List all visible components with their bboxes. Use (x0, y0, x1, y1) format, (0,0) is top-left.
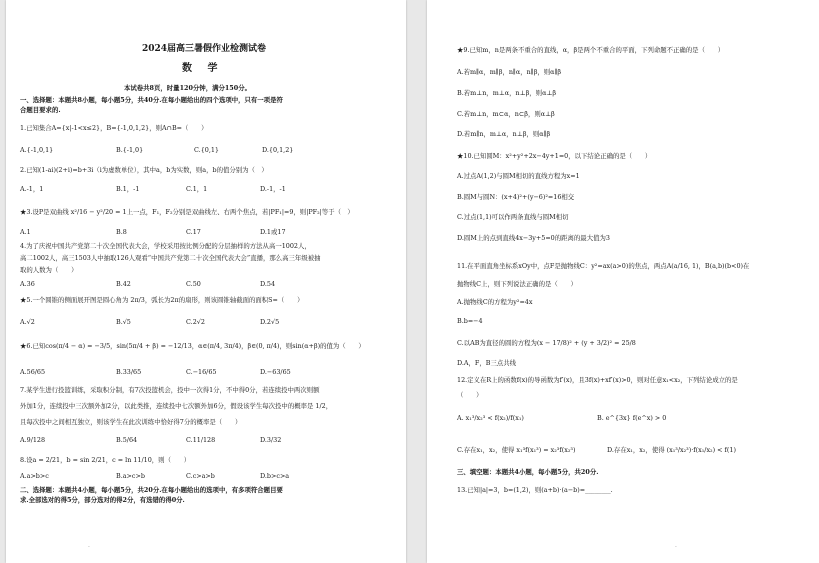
q6-option-b: B.33/65 (116, 368, 142, 376)
q1-option-c: C.{0,1} (194, 146, 219, 154)
q1-option-d: D.{0,1,2} (262, 146, 294, 154)
q2-option-a: A.-1，1 (20, 185, 44, 193)
q1-stem: 1.已知集合A={x|-1<x≤2}，B={-1,0,1,2}，则A∩B=（ ） (20, 124, 208, 132)
q11-option-c: C.以AB为直径的圆的方程为(x − 17/8)² + (y + 3/2)² = 25/8 (457, 339, 636, 347)
q7-stem-line2: 外加1分，连续投中三次额外加2分，以此类推，连续投中七次额外加6分，假设该学生每次投中的概率是 1/2， (20, 402, 333, 410)
q2-option-c: C.1，1 (186, 185, 208, 193)
q2-option-d: D.-1，-1 (260, 185, 286, 193)
exam-page-right (427, 0, 819, 563)
q11-stem-line2: 抛物线C上，则下列说法正确的是（ ） (457, 280, 577, 288)
q4-option-d: D.54 (260, 280, 276, 288)
q3-option-c: C.17 (186, 228, 201, 236)
q5-stem: ★5.一个圆锥的侧面展开图是圆心角为 2π/3，弧长为2π的扇形，则该圆锥轴截面的面积S=（ ） (20, 296, 304, 304)
q12-option-b: B. e^{3x} f(e^x) > 0 (597, 414, 667, 422)
q11-option-b: B.b=−4 (457, 317, 483, 325)
q4-option-b: B.42 (116, 280, 131, 288)
q8-option-c: C.c>a>b (186, 472, 215, 480)
q5-option-a: A.√2 (20, 318, 35, 326)
subject-title: 数 学 (182, 63, 224, 74)
q8-option-b: B.a>c>b (116, 472, 145, 480)
q4-option-a: A.36 (20, 280, 35, 288)
q9-option-a: A.若m∥α，m∥β，n∥α，n∥β，则α∥β (457, 68, 562, 76)
q10-option-d: D.圆M上的点到直线4x−3y+5=0的距离的最大值为3 (457, 234, 610, 242)
q6-option-c: C.−16/65 (186, 368, 217, 376)
q2-stem: 2.已知(1-ai)(2+i)=b+3i（i为虚数单位），其中a，b为实数，则a，b的值分别为（ ） (20, 166, 268, 174)
q4-stem-line1: 4.为了庆祝中国共产党第二十次全国代表大会，学校采用按比例分配的分层抽样的方法从高一1002人， (20, 242, 311, 250)
q12-stem-line2: （ ） (457, 391, 483, 399)
q7-option-b: B.5/64 (116, 436, 138, 444)
q5-option-c: C.2√2 (186, 318, 205, 326)
page-mark-dot: · (675, 544, 677, 551)
q12-option-c: C.存在x₁，x₂，使得 x₁³f(x₁³) = x₂³f(x₂³) (457, 446, 576, 454)
q13-stem: 13.已知|a|=3，b=(1,2)，则(a+b)·(a−b)=________. (457, 486, 613, 494)
exam-title: 2024届高三暑假作业检测试卷 (142, 44, 267, 54)
section2-heading-cont: 求.全部选对的得5分，部分选对的得2分，有选错的得0分. (20, 496, 185, 504)
q9-option-d: D.若m∥n，m⊥α，n⊥β，则α∥β (457, 130, 551, 138)
q3-option-d: D.1或17 (260, 228, 286, 236)
q3-option-b: B.8 (116, 228, 127, 236)
section1-heading-cont: 合题目要求的. (20, 106, 61, 114)
q10-option-a: A.过点A(1,2)与圆M相切的直线方程为x=1 (457, 172, 580, 180)
q5-option-b: B.√5 (116, 318, 131, 326)
q8-option-d: D.b>c>a (260, 472, 290, 480)
q8-option-a: A.a>b>c (20, 472, 49, 480)
q7-stem-line3: 且每次投中之间相互独立，则该学生在此次训练中恰好得7分的概率是（ ） (20, 418, 242, 426)
q7-option-d: D.3/32 (260, 436, 282, 444)
q10-option-b: B.圆M与圆N：(x+4)²+(y−6)²=16相交 (457, 193, 575, 201)
q8-stem: 8.设a = 2/21，b = sin 2/21，c = ln 11/10，则（ ） (20, 456, 191, 464)
section2-heading: 二、选择题：本题共4小题，每小题5分，共20分.在每小题给出的选项中，有多项符合题目要 (20, 486, 283, 494)
q9-stem: ★9.已知m，n是两条不重合的直线，α，β是两个不重合的平面，下列命题不正确的是（ ） (457, 46, 725, 54)
q10-stem: ★10.已知圆M：x²+y²+2x−4y+1=0，以下结论正确的是（ ） (457, 152, 652, 160)
q12-option-d: D.存在x₁，x₂，使得 (x₁³/x₂³)·f(x₁/x₂) < f(1) (607, 446, 736, 454)
q4-option-c: C.50 (186, 280, 201, 288)
q9-option-b: B.若m⊥n，m⊥α，n⊥β，则α⊥β (457, 89, 557, 97)
q6-option-d: D.−63/65 (260, 368, 291, 376)
page-mark-dot: · (88, 544, 90, 551)
q11-option-d: D.A，F，B三点共线 (457, 359, 517, 367)
q7-option-c: C.11/128 (186, 436, 216, 444)
q4-stem-line3: 取的人数为（ ） (20, 266, 78, 274)
q5-option-d: D.2√5 (260, 318, 280, 326)
q6-stem: ★6.已知cos(π/4 − α) = −3/5，sin(5π/4 + β) = −12/13，α∈(π/4, 3π/4)，β∈(0, π/4)，则sin(α+β)的值为（ ） (20, 342, 365, 350)
exam-page-left (6, 0, 406, 563)
q2-option-b: B.1，-1 (116, 185, 140, 193)
q3-stem: ★3.设P是双曲线 x²/16 − y²/20 = 1上一点，F₁，F₂分别是双曲线左、右两个焦点，若|PF₁|=9，则|PF₂|等于（ ） (20, 208, 354, 216)
q1-option-a: A.{-1,0,1} (20, 146, 54, 154)
q7-option-a: A.9/128 (20, 436, 46, 444)
q4-stem-line2: 高二1002人，高三1503人中抽取126人观看“中国共产党第二十次全国代表大会”直播，那么高三年级被抽 (20, 254, 321, 262)
section3-heading: 三、填空题：本题共4小题，每小题5分，共20分. (457, 468, 599, 476)
q9-option-c: C.若m⊥n，m⊂α，n⊂β，则α⊥β (457, 110, 555, 118)
q10-option-c: C.过点(1,1)可以作两条直线与圆M相切 (457, 213, 569, 221)
q11-stem-line1: 11.在平面直角坐标系xOy中，点F是抛物线C：y²=ax(a>0)的焦点，两点A(a/16, 1)，B(a,b)(b<0)在 (457, 262, 750, 270)
section1-heading: 一、选择题：本题共8小题，每小题5分，共40分.在每小题给出的四个选项中，只有一项是符 (20, 96, 283, 104)
q12-option-a: A. x₁³/x₂³ < f(x₂)/f(x₁) (457, 414, 524, 422)
q6-option-a: A.56/65 (20, 368, 46, 376)
q11-option-a: A.抛物线C的方程为y²=4x (457, 298, 533, 306)
exam-info: 本试卷共8页，时量120分钟，满分150分。 (124, 84, 251, 92)
q12-stem-line1: 12.定义在R上的函数f(x)的导函数为f′(x)，且3f(x)+xf′(x)>0，则对任意x₁<x₂，下列结论成立的是 (457, 376, 738, 384)
q1-option-b: B.{-1,0} (116, 146, 144, 154)
q3-option-a: A.1 (20, 228, 31, 236)
q7-stem-line1: 7.某学生进行投篮训练，采取积分制，有7次投篮机会，投中一次得1分，不中得0分，若连续投中两次则额 (20, 386, 320, 394)
